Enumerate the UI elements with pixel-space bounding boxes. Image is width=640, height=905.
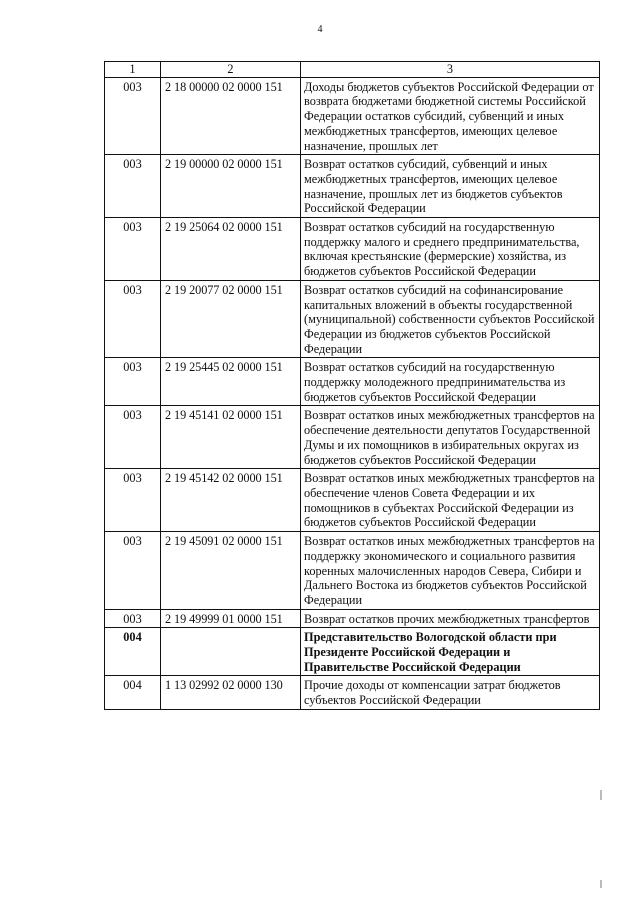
admin-code-cell: 003 bbox=[105, 469, 161, 532]
classification-code-cell: 2 18 00000 02 0000 151 bbox=[161, 77, 301, 155]
admin-code-cell: 003 bbox=[105, 218, 161, 281]
description-cell: Возврат остатков субсидий на государственную поддержку малого и среднего предпринимательства, включая крестьянские (фермерские) хозяйства, из бюджетов субъектов Российской Федерации bbox=[301, 218, 600, 281]
table-row bbox=[105, 77, 600, 155]
admin-code-cell: 003 bbox=[105, 358, 161, 406]
scan-edge-mark bbox=[600, 790, 602, 800]
table-row bbox=[105, 406, 600, 469]
classification-code-cell: 2 19 20077 02 0000 151 bbox=[161, 280, 301, 358]
classification-code-cell: 2 19 45091 02 0000 151 bbox=[161, 532, 301, 610]
classification-code-cell: 2 19 00000 02 0000 151 bbox=[161, 155, 301, 218]
column-header-admin: 1 bbox=[105, 62, 161, 78]
admin-code-cell: 003 bbox=[105, 77, 161, 155]
admin-code-cell: 003 bbox=[105, 609, 161, 628]
description-cell: Возврат остатков субсидий, субвенций и иных межбюджетных трансфертов, имеющих целевое назначение, прошлых лет из бюджетов субъектов Российской Федерации bbox=[301, 155, 600, 218]
table-row bbox=[105, 532, 600, 610]
table-header-row bbox=[105, 62, 600, 78]
table-row bbox=[105, 609, 600, 628]
table-row bbox=[105, 628, 600, 676]
description-cell: Возврат остатков иных межбюджетных трансфертов на обеспечение деятельности депутатов Государственной Думы и их помощников в избирательных округах из бюджетов субъектов Российской Федерации bbox=[301, 406, 600, 469]
classification-code-cell: 2 19 49999 01 0000 151 bbox=[161, 609, 301, 628]
classification-code-cell: 2 19 45141 02 0000 151 bbox=[161, 406, 301, 469]
description-cell: Возврат остатков иных межбюджетных трансфертов на поддержку экономического и социального развития коренных малочисленных народов Севера, Сибири и Дальнего Востока из бюджетов субъектов Российской Федерации bbox=[301, 532, 600, 610]
budget-classification-table bbox=[104, 61, 600, 710]
description-cell: Возврат остатков иных межбюджетных трансфертов на обеспечение членов Совета Федерации и их помощников в субъектах Российской Федерации из бюджетов субъектов Российской Федерации bbox=[301, 469, 600, 532]
description-cell: Возврат остатков прочих межбюджетных трансфертов bbox=[301, 609, 600, 628]
classification-code-cell: 1 13 02992 02 0000 130 bbox=[161, 676, 301, 709]
description-cell: Представительство Вологодской области при Президенте Российской Федерации и Правительстве Российской Федерации bbox=[301, 628, 600, 676]
admin-code-cell: 003 bbox=[105, 155, 161, 218]
column-header-code: 2 bbox=[161, 62, 301, 78]
table-row bbox=[105, 469, 600, 532]
classification-code-cell bbox=[161, 628, 301, 676]
table-row bbox=[105, 280, 600, 358]
classification-code-cell: 2 19 25445 02 0000 151 bbox=[161, 358, 301, 406]
admin-code-cell: 003 bbox=[105, 406, 161, 469]
classification-code-cell: 2 19 25064 02 0000 151 bbox=[161, 218, 301, 281]
admin-code-cell: 004 bbox=[105, 628, 161, 676]
description-cell: Доходы бюджетов субъектов Российской Федерации от возврата бюджетами бюджетной системы Российской Федерации остатков субсидий, субвенций и иных межбюджетных трансфертов, имеющих целевое назначение, прошлых лет bbox=[301, 77, 600, 155]
page-number: 4 bbox=[317, 24, 323, 35]
admin-code-cell: 003 bbox=[105, 532, 161, 610]
table-body bbox=[105, 77, 600, 709]
classification-code-cell: 2 19 45142 02 0000 151 bbox=[161, 469, 301, 532]
description-cell: Возврат остатков субсидий на софинансирование капитальных вложений в объекты государственной (муниципальной) собственности субъектов Российской Федерации из бюджетов субъектов Российской Федерации bbox=[301, 280, 600, 358]
scan-edge-mark bbox=[600, 880, 602, 888]
column-header-description: 3 bbox=[301, 62, 600, 78]
description-cell: Прочие доходы от компенсации затрат бюджетов субъектов Российской Федерации bbox=[301, 676, 600, 709]
table-row bbox=[105, 218, 600, 281]
table-row bbox=[105, 155, 600, 218]
admin-code-cell: 004 bbox=[105, 676, 161, 709]
description-cell: Возврат остатков субсидий на государственную поддержку молодежного предпринимательства из бюджетов субъектов Российской Федерации bbox=[301, 358, 600, 406]
admin-code-cell: 003 bbox=[105, 280, 161, 358]
table-row bbox=[105, 676, 600, 709]
table-row bbox=[105, 358, 600, 406]
